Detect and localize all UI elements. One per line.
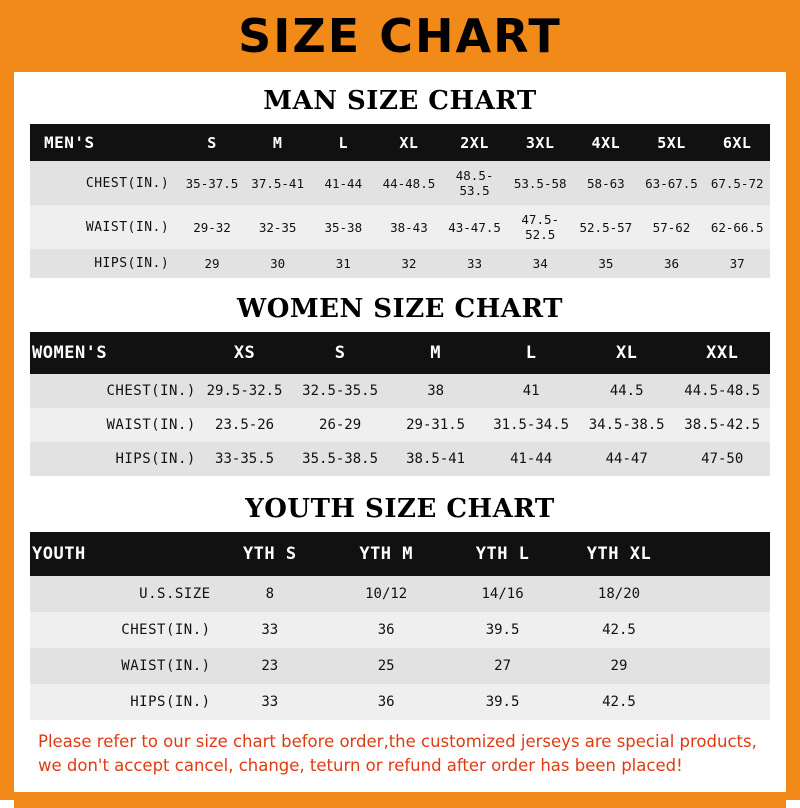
women-col-0: XS [197,332,293,374]
women-cell-0-2: 38 [388,374,484,408]
women-header-label: WOMEN'S [30,332,197,374]
women-cell-0-0: 29.5-32.5 [197,374,293,408]
youth-cell-1-3: 42.5 [561,612,677,648]
women-table-header [30,332,770,374]
man-header-label: MEN'S [30,124,179,161]
man-cell-1-4: 43-47.5 [442,205,508,249]
youth-size-table [30,532,770,720]
youth-table-body [30,576,770,720]
women-col-3: L [483,332,579,374]
youth-cell-0-1: 10/12 [328,576,444,612]
man-col-8: 6XL [704,124,770,161]
women-cell-0-5: 44.5-48.5 [674,374,770,408]
women-col-2: M [388,332,484,374]
man-col-5: 3XL [507,124,573,161]
man-section-title: MAN SIZE CHART [263,86,537,116]
man-row-1-label: WAIST(IN.) [30,205,179,249]
youth-cell-2-spacer [677,648,770,684]
youth-cell-2-2: 27 [444,648,560,684]
man-cell-0-2: 41-44 [310,161,376,205]
table-row [30,205,770,249]
man-cell-1-8: 62-66.5 [704,205,770,249]
youth-cell-1-1: 36 [328,612,444,648]
women-size-table [30,332,770,476]
youth-row-0-label: U.S.SIZE [30,576,212,612]
table-header-row [30,124,770,161]
man-col-2: L [310,124,376,161]
women-cell-1-2: 29-31.5 [388,408,484,442]
youth-table-header [30,532,770,576]
man-cell-0-8: 67.5-72 [704,161,770,205]
man-cell-0-7: 63-67.5 [639,161,705,205]
man-cell-2-0: 29 [179,249,245,278]
women-cell-0-3: 41 [483,374,579,408]
man-cell-0-3: 44-48.5 [376,161,442,205]
women-row-1-label: WAIST(IN.) [30,408,197,442]
header-band [14,0,786,72]
man-col-0: S [179,124,245,161]
table-row [30,374,770,408]
man-cell-2-8: 37 [704,249,770,278]
women-table-body [30,374,770,476]
content-area [14,72,786,792]
youth-col-3: YTH XL [561,532,677,576]
man-cell-1-0: 29-32 [179,205,245,249]
women-cell-2-3: 41-44 [483,442,579,476]
man-cell-1-1: 32-35 [245,205,311,249]
man-col-1: M [245,124,311,161]
table-row [30,684,770,720]
women-row-0-label: CHEST(IN.) [30,374,197,408]
youth-row-2-label: WAIST(IN.) [30,648,212,684]
man-col-3: XL [376,124,442,161]
youth-col-spacer [677,532,770,576]
table-row [30,408,770,442]
women-cell-1-5: 38.5-42.5 [674,408,770,442]
youth-cell-0-2: 14/16 [444,576,560,612]
youth-cell-3-3: 42.5 [561,684,677,720]
youth-row-1-label: CHEST(IN.) [30,612,212,648]
women-col-5: XXL [674,332,770,374]
youth-cell-2-3: 29 [561,648,677,684]
youth-cell-3-0: 33 [212,684,328,720]
man-cell-1-5: 47.5-52.5 [507,205,573,249]
man-cell-2-7: 36 [639,249,705,278]
youth-cell-2-0: 23 [212,648,328,684]
youth-cell-3-2: 39.5 [444,684,560,720]
man-row-2-label: HIPS(IN.) [30,249,179,278]
man-cell-0-1: 37.5-41 [245,161,311,205]
table-row [30,249,770,278]
women-cell-0-1: 32.5-35.5 [292,374,388,408]
man-col-7: 5XL [639,124,705,161]
table-header-row [30,532,770,576]
women-cell-0-4: 44.5 [579,374,675,408]
youth-col-0: YTH S [212,532,328,576]
youth-col-1: YTH M [328,532,444,576]
youth-cell-2-1: 25 [328,648,444,684]
man-cell-2-5: 34 [507,249,573,278]
man-col-4: 2XL [442,124,508,161]
man-cell-2-6: 35 [573,249,639,278]
man-size-table [30,124,770,278]
youth-cell-0-spacer [677,576,770,612]
women-cell-2-5: 47-50 [674,442,770,476]
man-cell-1-2: 35-38 [310,205,376,249]
women-cell-2-0: 33-35.5 [197,442,293,476]
man-cell-0-6: 58-63 [573,161,639,205]
women-section-title: WOMEN SIZE CHART [237,294,563,324]
youth-cell-3-1: 36 [328,684,444,720]
women-col-4: XL [579,332,675,374]
women-cell-1-0: 23.5-26 [197,408,293,442]
table-header-row [30,332,770,374]
table-row [30,161,770,205]
youth-col-2: YTH L [444,532,560,576]
youth-cell-0-3: 18/20 [561,576,677,612]
table-row [30,612,770,648]
youth-cell-0-0: 8 [212,576,328,612]
man-col-6: 4XL [573,124,639,161]
man-table-body [30,161,770,278]
man-cell-0-4: 48.5-53.5 [442,161,508,205]
women-cell-2-1: 35.5-38.5 [292,442,388,476]
footer-note [30,720,770,792]
table-row [30,648,770,684]
man-cell-2-3: 32 [376,249,442,278]
women-row-2-label: HIPS(IN.) [30,442,197,476]
man-cell-2-2: 31 [310,249,376,278]
man-cell-0-5: 53.5-58 [507,161,573,205]
youth-cell-1-0: 33 [212,612,328,648]
women-cell-1-3: 31.5-34.5 [483,408,579,442]
table-row [30,442,770,476]
man-table-header [30,124,770,161]
women-cell-2-2: 38.5-41 [388,442,484,476]
page-title: SIZE CHART [238,9,562,63]
women-cell-1-4: 34.5-38.5 [579,408,675,442]
women-cell-2-4: 44-47 [579,442,675,476]
youth-row-3-label: HIPS(IN.) [30,684,212,720]
table-row [30,576,770,612]
man-row-0-label: CHEST(IN.) [30,161,179,205]
women-cell-1-1: 26-29 [292,408,388,442]
man-cell-1-3: 38-43 [376,205,442,249]
man-cell-2-1: 30 [245,249,311,278]
youth-cell-1-2: 39.5 [444,612,560,648]
footer-note-line-2: we don't accept cancel, change, teturn or refund after order has been placed! [38,755,683,775]
man-cell-1-7: 57-62 [639,205,705,249]
youth-cell-3-spacer [677,684,770,720]
man-cell-2-4: 33 [442,249,508,278]
man-cell-0-0: 35-37.5 [179,161,245,205]
youth-cell-1-spacer [677,612,770,648]
youth-header-label: YOUTH [30,532,212,576]
footer-note-line-1: Please refer to our size chart before order,the customized jerseys are special products, [38,732,757,751]
man-cell-1-6: 52.5-57 [573,205,639,249]
youth-section-title: YOUTH SIZE CHART [245,494,555,524]
women-col-1: S [292,332,388,374]
